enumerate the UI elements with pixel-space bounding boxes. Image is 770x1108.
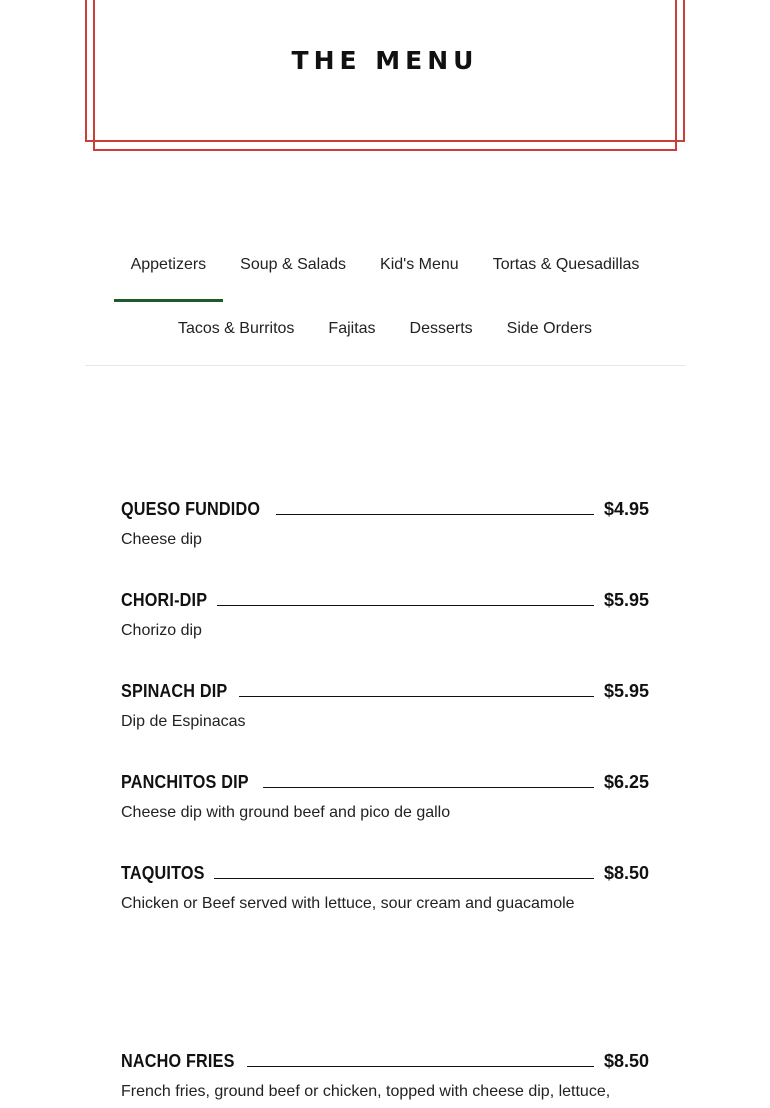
- item-price: $8.50: [603, 1051, 649, 1071]
- item-description: Cheese dip: [121, 531, 202, 548]
- item-name: TAQUITOS: [121, 863, 205, 883]
- item-name: CHORI-DIP: [121, 590, 208, 610]
- item-name: PANCHITOS DIP: [121, 772, 249, 792]
- item-price: $6.25: [603, 772, 649, 792]
- tab-side-orders[interactable]: Side Orders: [506, 320, 593, 337]
- tab-soup-salads[interactable]: Soup & Salads: [240, 256, 347, 273]
- item-description: Dip de Espinacas: [121, 713, 246, 730]
- item-name: SPINACH DIP: [121, 681, 228, 701]
- menu-item: [121, 1046, 649, 1101]
- menu-item: [121, 494, 649, 549]
- page-title: THE MENU: [291, 46, 479, 75]
- tab-fajitas[interactable]: Fajitas: [328, 320, 376, 337]
- item-description: Chicken or Beef served with lettuce, sour cream and guacamole: [121, 895, 575, 912]
- menu-item: [121, 858, 649, 913]
- menu-item: [121, 767, 649, 822]
- leader-line: [263, 786, 594, 788]
- tab-kids-menu[interactable]: Kid's Menu: [380, 256, 459, 273]
- tab-desserts[interactable]: Desserts: [409, 320, 473, 337]
- menu-item: [121, 585, 649, 640]
- leader-line: [247, 1065, 594, 1067]
- leader-line: [239, 695, 594, 697]
- item-description: Chorizo dip: [121, 622, 202, 639]
- menu-item: [121, 676, 649, 731]
- menu-tabs: [85, 236, 685, 365]
- item-description: French fries, ground beef or chicken, topped with cheese dip, lettuce,: [121, 1083, 611, 1100]
- tab-appetizers[interactable]: Appetizers: [114, 236, 224, 298]
- leader-line: [214, 877, 594, 879]
- tab-tortas-quesadillas[interactable]: Tortas & Quesadillas: [492, 256, 640, 273]
- tab-tacos-burritos[interactable]: Tacos & Burritos: [177, 320, 295, 337]
- item-price: $5.95: [603, 590, 649, 610]
- item-price: $5.95: [603, 681, 649, 701]
- leader-line: [276, 513, 594, 515]
- item-price: $4.95: [603, 499, 649, 519]
- leader-line: [217, 604, 594, 606]
- hero-frame-inner: [93, 0, 677, 151]
- item-description: Cheese dip with ground beef and pico de gallo: [121, 804, 451, 821]
- item-name: QUESO FUNDIDO: [121, 499, 261, 519]
- item-name: NACHO FRIES: [121, 1051, 235, 1071]
- item-price: $8.50: [603, 863, 649, 883]
- tabs-divider: [85, 365, 685, 366]
